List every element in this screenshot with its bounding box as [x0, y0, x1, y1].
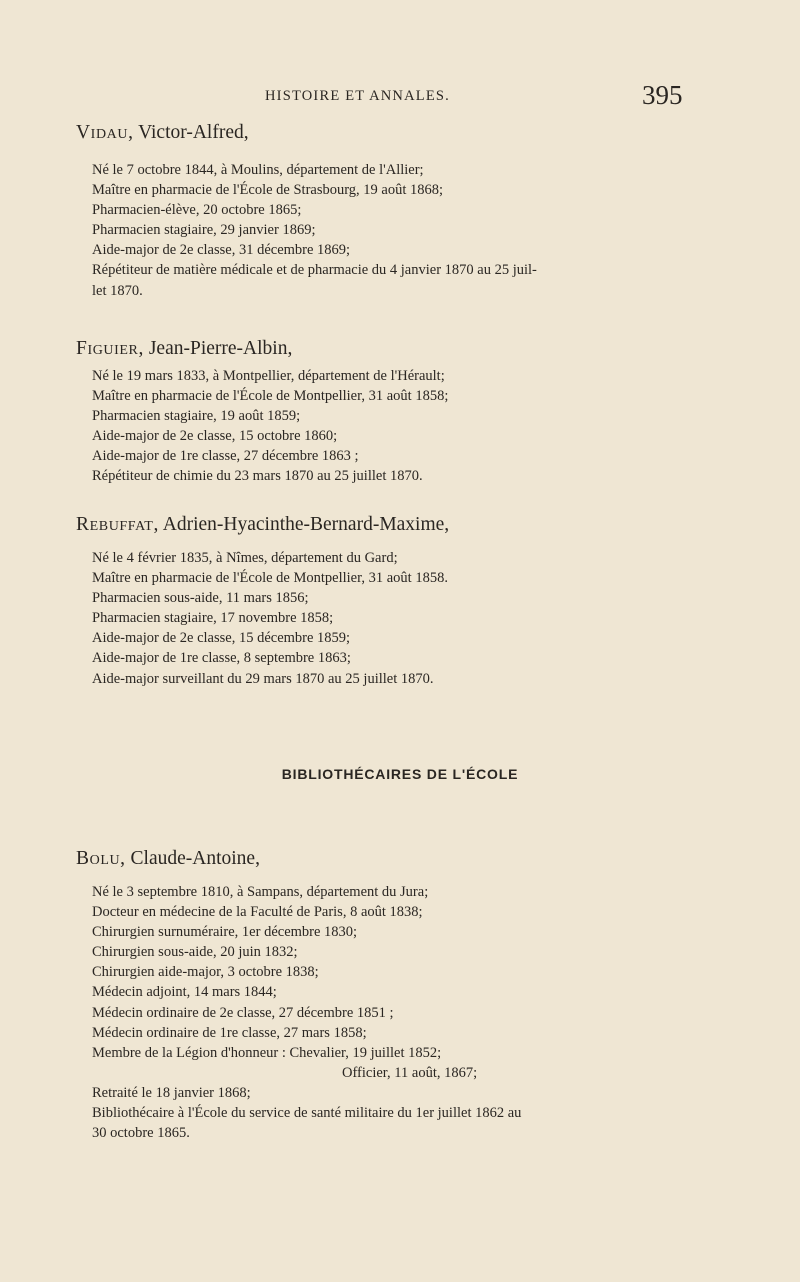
- entry-line: Chirurgien sous-aide, 20 juin 1832;: [92, 944, 298, 961]
- entry-line: Aide-major de 2e classe, 15 décembre 1859;: [92, 630, 351, 647]
- entry-given-names: Claude-Antoine,: [130, 848, 260, 869]
- entry-details-figuier: [92, 366, 692, 487]
- entry-given-names: Victor-Alfred,: [138, 122, 249, 143]
- entry-line: Pharmacien stagiaire, 19 août 1859;: [92, 408, 301, 425]
- entry-line: Aide-major de 2e classe, 31 décembre 1869;: [92, 242, 351, 259]
- entry-line: Maître en pharmacie de l'École de Montpellier, 31 août 1858.: [92, 570, 448, 587]
- entry-line: Officier, 11 août, 1867;: [342, 1064, 478, 1081]
- entry-line: Né le 4 février 1835, à Nîmes, département du Gard;: [92, 550, 398, 566]
- entry-details-rebuffat: [92, 548, 692, 689]
- entry-line: Membre de la Légion d'honneur : Chevalier, 19 juillet 1852;: [92, 1044, 442, 1061]
- entry-line: 30 octobre 1865.: [92, 1125, 190, 1142]
- entry-given-names: Jean-Pierre-Albin,: [148, 338, 293, 359]
- entry-name-vidau: [76, 122, 249, 144]
- entry-line: Médecin ordinaire de 1re classe, 27 mars 1858;: [92, 1024, 367, 1041]
- page-number: 395: [642, 80, 683, 110]
- entry-line: Né le 19 mars 1833, à Montpellier, département de l'Hérault;: [92, 368, 445, 384]
- entry-line: Médecin adjoint, 14 mars 1844;: [92, 984, 277, 1001]
- entry-name-bolu: [76, 848, 260, 870]
- entry-line: let 1870.: [92, 282, 143, 299]
- entry-surname: Bolu,: [76, 848, 126, 869]
- entry-line: Pharmacien sous-aide, 11 mars 1856;: [92, 590, 309, 607]
- entry-name-figuier: [76, 338, 292, 360]
- entry-line: Bibliothécaire à l'École du service de santé militaire du 1er juillet 1862 au: [92, 1105, 522, 1122]
- entry-line: Maître en pharmacie de l'École de Strasbourg, 19 août 1868;: [92, 182, 444, 199]
- entry-surname: Rebuffat,: [76, 514, 159, 535]
- entry-details-vidau: [92, 160, 692, 301]
- entry-line: Pharmacien-élève, 20 octobre 1865;: [92, 202, 302, 219]
- entry-line: Répétiteur de chimie du 23 mars 1870 au 25 juillet 1870.: [92, 468, 423, 485]
- entry-line: Aide-major de 1re classe, 27 décembre 1863 ;: [92, 448, 359, 465]
- entry-line: Né le 3 septembre 1810, à Sampans, département du Jura;: [92, 884, 429, 900]
- entry-line: Médecin ordinaire de 2e classe, 27 décembre 1851 ;: [92, 1004, 394, 1021]
- entry-surname: Figuier,: [76, 338, 144, 359]
- entry-line: Retraité le 18 janvier 1868;: [92, 1084, 251, 1101]
- entry-line: Aide-major de 2e classe, 15 octobre 1860;: [92, 428, 338, 445]
- entry-line: Maître en pharmacie de l'École de Montpellier, 31 août 1858;: [92, 388, 449, 405]
- entry-surname: Vidau,: [76, 122, 134, 143]
- entry-given-names: Adrien-Hyacinthe-Bernard-Maxime,: [162, 514, 450, 535]
- entry-line: Aide-major de 1re classe, 8 septembre 1863;: [92, 650, 351, 667]
- entry-line: Né le 7 octobre 1844, à Moulins, département de l'Allier;: [92, 162, 424, 178]
- entry-line: Chirurgien aide-major, 3 octobre 1838;: [92, 964, 319, 981]
- entry-line: Répétiteur de matière médicale et de pharmacie du 4 janvier 1870 au 25 juil-: [92, 262, 537, 279]
- entry-line: Pharmacien stagiaire, 17 novembre 1858;: [92, 610, 334, 627]
- entry-line: Chirurgien surnuméraire, 1er décembre 1830;: [92, 924, 358, 941]
- entry-details-bolu: [92, 882, 692, 1143]
- entry-line: Aide-major surveillant du 29 mars 1870 au 25 juillet 1870.: [92, 670, 434, 687]
- entry-line: Pharmacien stagiaire, 29 janvier 1869;: [92, 222, 316, 239]
- entry-name-rebuffat: [76, 514, 449, 536]
- entry-line: Docteur en médecine de la Faculté de Paris, 8 août 1838;: [92, 904, 423, 921]
- section-heading: BIBLIOTHÉCAIRES DE L'ÉCOLE: [281, 766, 519, 782]
- running-title: HISTOIRE ET ANNALES.: [265, 88, 450, 104]
